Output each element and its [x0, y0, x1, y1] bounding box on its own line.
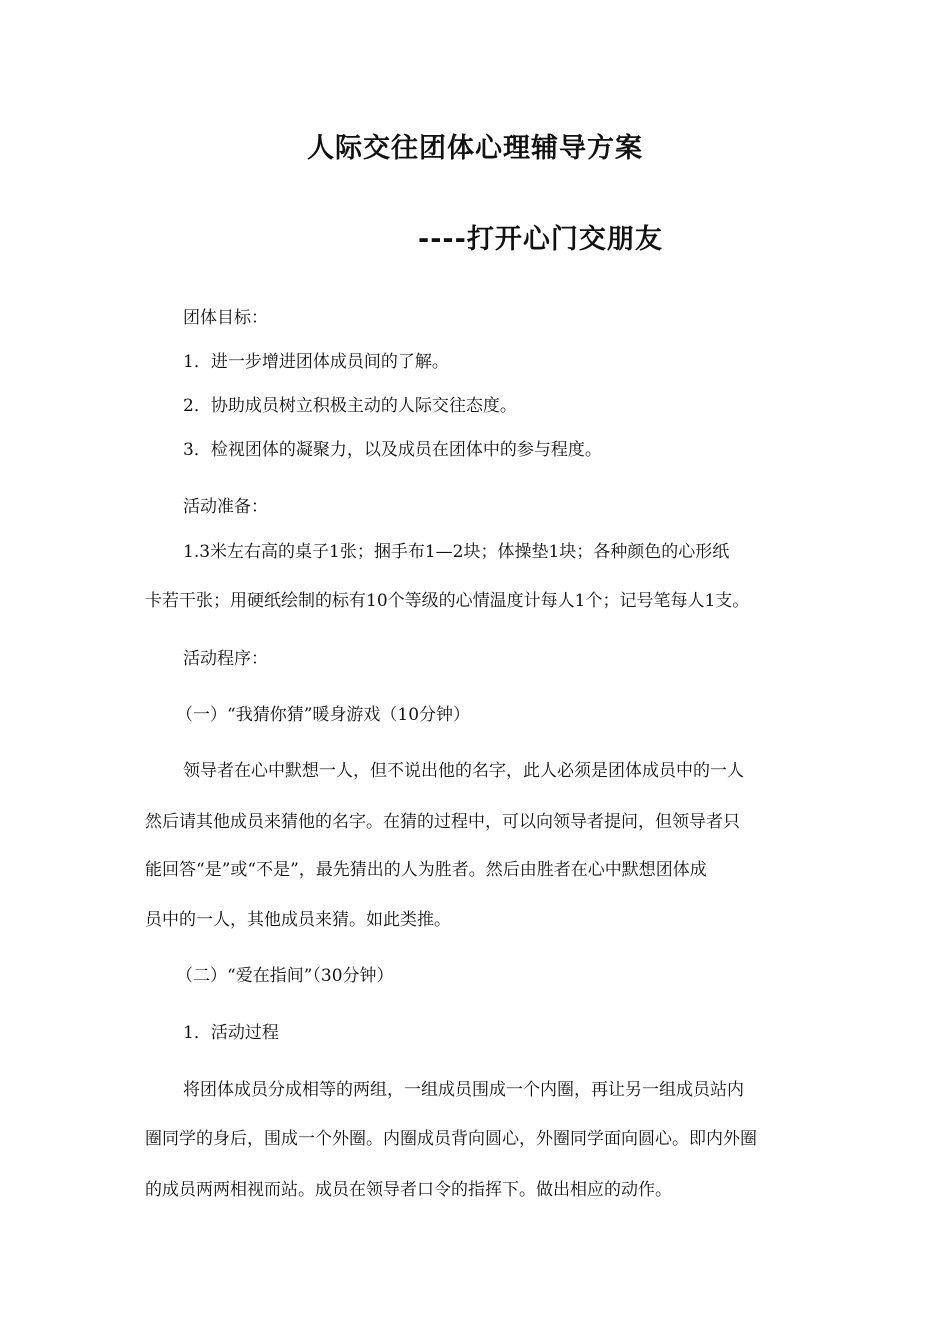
- preparation-line: 卡若干张；用硬纸绘制的标有10个等级的心情温度计每人1个；记号笔每人1支。: [145, 591, 750, 611]
- paragraph-line: 将团体成员分成相等的两组，一组成员围成一个内圈，再让另一组成员站内: [183, 1080, 744, 1100]
- activity-title: （二）“爱在指间”（30分钟）: [176, 966, 394, 986]
- activity-sub-heading: 1．活动过程: [183, 1023, 279, 1043]
- paragraph-line: 员中的一人，其他成员来猜。如此类推。: [145, 910, 451, 930]
- activity-title: （一）“我猜你猜”暖身游戏（10分钟）: [176, 705, 471, 725]
- paragraph-line: 的成员两两相视而站。成员在领导者口令的指挥下。做出相应的动作。: [145, 1180, 672, 1200]
- goal-item: 1．进一步增进团体成员间的了解。: [183, 352, 449, 372]
- document-title: 人际交往团体心理辅导方案: [307, 133, 643, 164]
- paragraph-line: 能回答“是”或“不是”，最先猜出的人为胜者。然后由胜者在心中默想团体成: [145, 860, 707, 880]
- document-subtitle: ----打开心门交朋友: [418, 224, 663, 255]
- goal-item: 2．协助成员树立积极主动的人际交往态度。: [183, 396, 517, 416]
- paragraph-line: 领导者在心中默想一人，但不说出他的名字，此人必须是团体成员中的一人: [183, 761, 744, 781]
- goals-heading: 团体目标：: [183, 308, 268, 328]
- procedure-heading: 活动程序：: [183, 649, 268, 669]
- goal-item: 3．检视团体的凝聚力，以及成员在团体中的参与程度。: [183, 440, 602, 460]
- preparation-heading: 活动准备：: [183, 497, 268, 517]
- paragraph-line: 圈同学的身后，围成一个外圈。内圈成员背向圆心，外圈同学面向圆心。即内外圈: [145, 1129, 757, 1149]
- preparation-line: 1.3米左右高的桌子1张；捆手布1—2块；体操垫1块；各种颜色的心形纸: [183, 542, 730, 562]
- paragraph-line: 然后请其他成员来猜他的名字。在猜的过程中，可以向领导者提问，但领导者只: [145, 812, 740, 832]
